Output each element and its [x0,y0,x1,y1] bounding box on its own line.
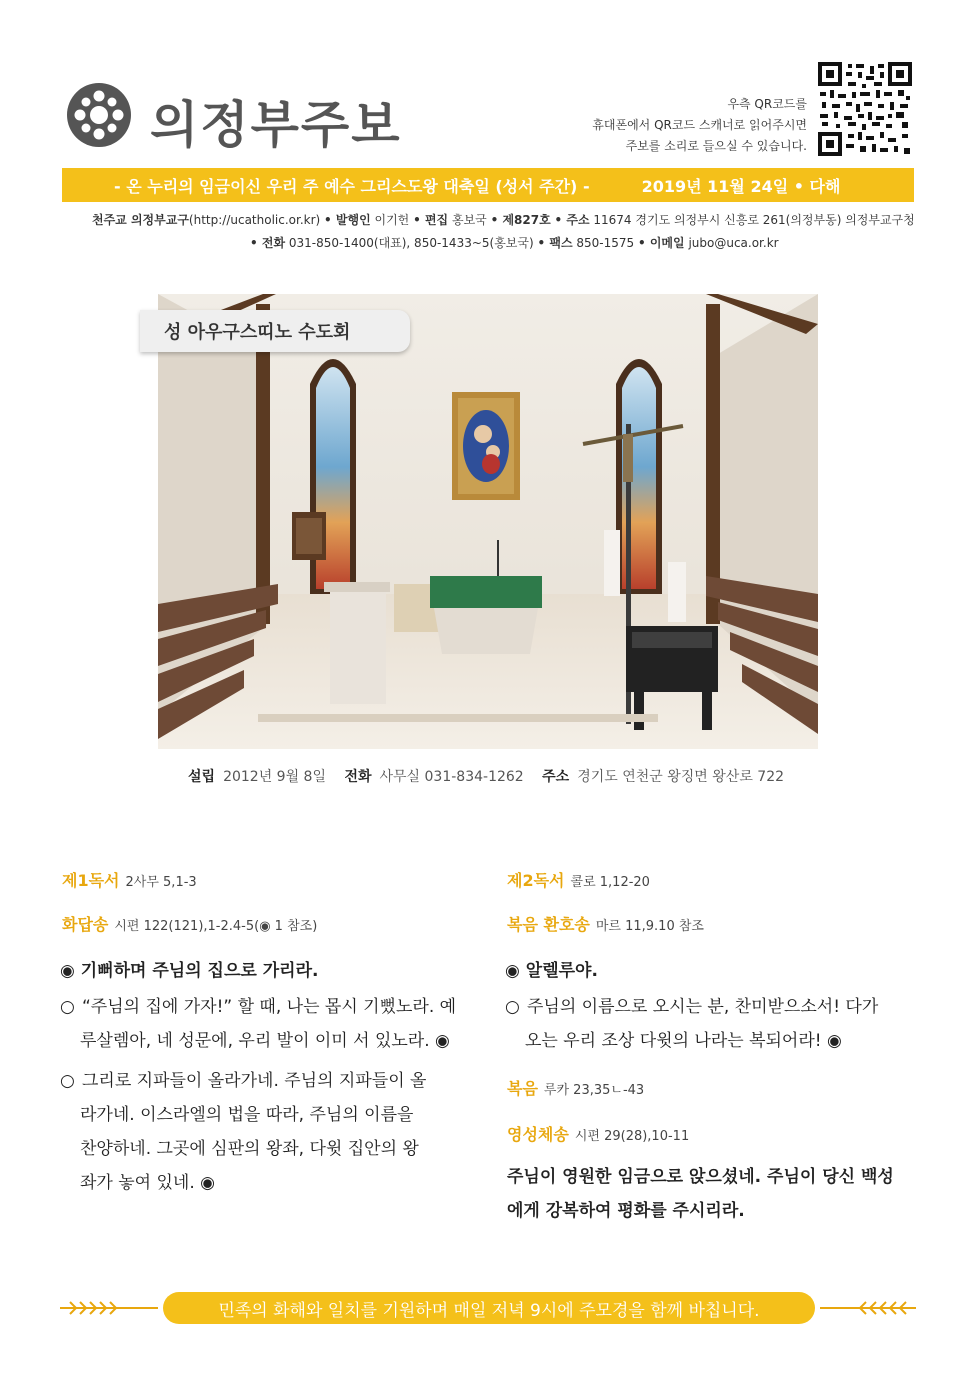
qr-instructions [592,94,807,157]
feast-title: - 온 누리의 임금이신 우리 주 예수 그리스도왕 대축일 (성서 주간) - [114,176,590,196]
issuer-label: • 발행인 [324,213,371,227]
communion-label: 영성체송 [507,1125,569,1144]
reading2-label: 제2독서 [507,871,565,890]
reading2-ref: 콜로 1,12-20 [570,875,650,890]
reading1-ref: 2사무 5,1-3 [125,875,197,890]
verse-line: 주님의 이름으로 오시는 분, 찬미받으소서! 다가 [527,997,879,1017]
editor-label: • 편집 [413,213,449,227]
diocese-name: 천주교 의정부교구 [92,213,189,227]
response-text: 기뻐하며 주님의 집으로 가리라. [80,961,319,981]
address-label: • 주소 [554,213,590,227]
founded-date: 2012년 9월 8일 [223,769,326,785]
address: 11674 경기도 의정부시 신흥로 261(의정부동) 의정부교구청 [593,213,915,227]
publisher-line-1 [92,211,915,228]
verse-mark-icon: ○ [505,997,520,1017]
antiphon-line: 에게 강복하여 평화를 주시리라. [507,1201,745,1221]
communion-ref: 시편 29(28),10-11 [574,1129,690,1144]
alleluia-text: 알렐루야. [525,961,598,981]
response-mark-icon: ◉ [60,961,75,981]
psalm-verse-2 [60,1064,480,1200]
reading1-label: 제1독서 [62,871,120,890]
feast-banner [62,168,914,202]
reading2-heading [507,868,650,891]
acclamation-ref: 마르 11,9.10 참조 [595,919,704,934]
gospel-ref: 루카 23,35ㄴ-43 [543,1083,645,1098]
parish-info [188,766,784,786]
fax: 850-1575 [576,236,635,250]
editor: 홍보국 [451,213,487,227]
diocese-url[interactable]: (http://ucatholic.or.kr) [188,213,321,227]
communion-heading [507,1122,689,1145]
verse-mark-icon: ○ [60,997,75,1017]
verse-line: “주님의 집에 가자!” 할 때, 나는 몹시 기뻤노라. 예 [82,997,457,1017]
chapel-photo [158,294,818,749]
gospel-label: 복음 [507,1079,538,1098]
email-label: • 이메일 [637,236,685,250]
reading1-heading [62,868,197,891]
publisher-line-2 [250,234,779,251]
psalm-verse-1 [60,990,480,1058]
psalm-response [60,956,318,981]
response-mark-icon: ◉ [505,961,520,981]
communion-antiphon [507,1160,917,1228]
parish-address-label: 주소 [542,769,570,785]
parish-phone-label: 전화 [344,769,372,785]
qr-instruction-line: 우측 QR코드를 [727,97,807,111]
acclamation-label: 복음 환호송 [507,915,590,934]
psalm-heading [62,912,317,935]
left-arrow-ornament-icon [60,1300,158,1316]
verse-line: 그리로 지파들이 올라가네. 주님의 지파들이 올 [82,1071,427,1091]
qr-instruction-line: 휴대폰에서 QR코드 스캐너로 읽어주시면 [592,118,807,132]
verse-mark-icon: ○ [60,1071,75,1091]
email[interactable]: jubo@uca.or.kr [688,236,779,250]
verse-line: 라가네. 이스라엘의 법을 따라, 주님의 이름을 [80,1105,414,1125]
phone: 031-850-1400(대표), 850-1433~5(홍보국) [288,236,534,250]
parish-phone: 사무실 031-834-1262 [379,769,524,785]
issuer: 이기헌 [374,213,410,227]
right-arrow-ornament-icon [820,1300,916,1316]
prayer-banner: 민족의 화해와 일치를 기원하며 매일 저녁 9시에 주모경을 함께 바칩니다. [163,1292,815,1324]
phone-label: • 전화 [250,236,286,250]
verse-line: 오는 우리 조상 다윗의 나라는 복되어라! ◉ [525,1031,842,1051]
verse-line: 찬양하네. 그곳에 심판의 왕좌, 다윗 집안의 왕 [80,1139,419,1159]
diocese-logo [66,82,132,148]
fax-label: • 팩스 [537,236,573,250]
verse-line: 좌가 놓여 있네. ◉ [80,1173,215,1193]
psalm-ref: 시편 122(121),1-2.4-5(◉ 1 참조) [114,919,318,934]
parish-name-label: 성 아우구스띠노 수도회 [140,310,410,352]
acclamation-heading [507,912,704,935]
parish-address: 경기도 연천군 왕징면 왕산로 722 [577,769,785,785]
founded-label: 설립 [188,769,216,785]
acclamation-verse [505,990,925,1058]
qr-instruction-line: 주보를 소리로 들으실 수 있습니다. [625,139,807,153]
issue-number: • 제827호 [490,213,551,227]
qr-code[interactable] [818,62,912,156]
alleluia [505,956,598,981]
gospel-heading [507,1076,644,1099]
antiphon-line: 주님이 영원한 임금으로 앉으셨네. 주님이 당신 백성 [507,1167,894,1187]
verse-line: 루살렘아, 네 성문에, 우리 발이 이미 서 있노라. ◉ [80,1031,450,1051]
issue-date: 2019년 11월 24일 • 다해 [641,176,841,196]
newsletter-title: 의정부주보 [150,95,402,154]
psalm-label: 화답송 [62,915,109,934]
